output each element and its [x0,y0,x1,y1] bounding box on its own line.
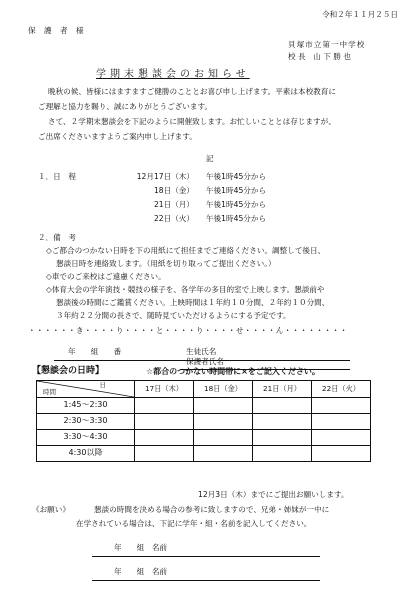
cut-line: ・・・・・・き・・・・り・・・・と・・・・り・・・・せ・・・・ん・・・・・・・・ [28,326,348,335]
school-name: 貝塚市立第一中学校 [288,40,366,49]
ki-mark: 記 [206,154,214,163]
availability-cell[interactable] [312,446,371,462]
sibling-underline[interactable] [92,580,320,581]
corner-cell [37,381,135,398]
schedule-date: 18日（金） [153,186,194,195]
note-line: 懇談後の時間にご鑑賞ください。上映時間は１年約１０分間、２年約１０分間、 [56,298,330,307]
time-slot-label: 4:30以降 [37,446,135,462]
document-date: 令和２年１１月２５日 [322,10,398,19]
request-line: 懇談の時間を決める場合の参考に致しますので、兄弟・姉妹が一中に [94,505,330,514]
day-header: 21日（月） [253,381,312,398]
sibling-row-label: 年 組 名前 [114,543,168,552]
time-slot-label: 2:30～3:30 [37,414,135,430]
notes-heading: ２．備 考 [38,233,76,242]
corner-day-label: 日 [99,381,106,389]
time-slot-label: 1:45～2:30 [37,398,135,414]
table-row [37,446,371,462]
availability-cell[interactable] [312,430,371,446]
schedule-time: 午後1時45分から [206,214,267,223]
intro-line: さて、２学期末懇談会を下記のように開催致します。お忙しいこととは存じますが、 [48,117,336,126]
student-name-label: 生徒氏名 [186,347,217,356]
intro-line: ご理解と協力を賜り、誠にありがとうございます。 [38,102,213,111]
class-label: 年 組 番 [68,347,122,356]
schedule-date: 22日（火） [153,214,194,223]
schedule-date: 21日（月） [153,200,194,209]
availability-cell[interactable] [253,446,312,462]
day-header: 22日（火） [312,381,371,398]
schedule-time: 午後1時45分から [206,172,267,181]
availability-table [36,380,371,462]
intro-line: 晩秋の候、皆様にはますますご健勝のこととお喜び申し上げます。平素は本校教育に [48,87,336,96]
availability-cell[interactable] [194,446,253,462]
table-row [37,430,371,446]
availability-cell[interactable] [194,430,253,446]
table-instruction: ☆都合のつかない時間帯に×をご記入ください。 [146,367,320,376]
note-line: ◇体育大会の学年演技・競技の様子を、各学年の多目的室で上映します。懇談前や [46,285,325,294]
page-title: 学期末懇談会のお知らせ [96,69,250,80]
table-title: 【懇談会の日時】 [32,366,105,376]
availability-cell[interactable] [135,446,194,462]
table-row [37,414,371,430]
availability-cell[interactable] [312,414,371,430]
day-header: 17日（木） [135,381,194,398]
table-header-row [37,381,371,398]
schedule-time: 午後1時45分から [206,200,267,209]
schedule-date: 12月17日（木） [136,172,194,181]
availability-cell[interactable] [194,398,253,414]
availability-cell[interactable] [194,414,253,430]
request-label: 《お願い》 [32,505,70,514]
note-line: ３年約２２分間の長さで、随時見ていただけるようにする予定です。 [56,311,291,320]
availability-cell[interactable] [135,414,194,430]
sibling-row-label: 年 組 名前 [114,567,168,576]
schedule-time: 午後1時45分から [206,186,267,195]
intro-line: ご出席くださいますようご案内申し上げます。 [38,132,197,141]
availability-cell[interactable] [135,398,194,414]
corner-time-label: 時間 [43,388,56,396]
availability-cell[interactable] [312,398,371,414]
request-line: 在学されている場合は、下記に学年・組・名前を記入してください。 [76,519,312,528]
schedule-heading: １．日 程 [38,172,76,181]
availability-cell[interactable] [253,398,312,414]
availability-cell[interactable] [253,414,312,430]
recipient: 保 護 者 様 [28,26,87,35]
principal-name: 校 長 山 下 勝 也 [288,52,351,61]
note-line: ◇ご都合のつかない日時を下の用紙にて担任までご連絡ください。調整して後日、 [46,246,326,255]
guardian-name-label: 保護者氏名 [186,357,224,366]
sibling-underline[interactable] [92,556,320,557]
note-line: ◇車でのご来校はご遠慮ください。 [46,272,166,281]
table-row [37,398,371,414]
availability-cell[interactable] [253,430,312,446]
availability-cell[interactable] [135,430,194,446]
deadline-note: 12月3日（木）までにご提出お願いします。 [198,490,349,499]
note-line: 懇談日時を連絡致します。（用紙を切り取ってご提出ください。） [56,259,276,268]
time-slot-label: 3:30～4:30 [37,430,135,446]
day-header: 18日（金） [194,381,253,398]
